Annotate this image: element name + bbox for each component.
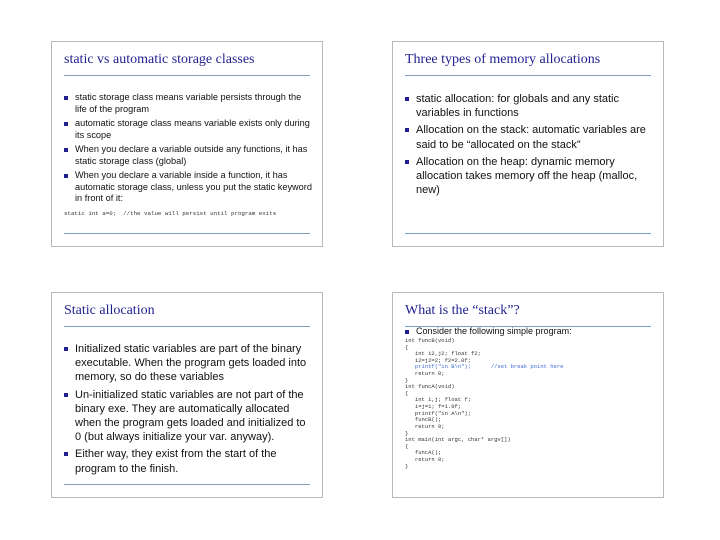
bullet-square-icon xyxy=(405,330,409,334)
bullet-item: automatic storage class means variable exists only during its scope xyxy=(64,118,312,141)
bullet-item: Initialized static variables are part of the binary executable. When the program gets loaded into memory, so do these variables xyxy=(64,342,312,385)
bullet-item: static storage class means variable persists through the life of the program xyxy=(64,92,312,115)
bullet-list xyxy=(64,342,312,479)
code-line: int funcB(void) xyxy=(405,337,455,344)
code-line: return 0; xyxy=(405,370,445,378)
bullet-square-icon xyxy=(64,347,68,351)
bullet-list xyxy=(405,326,653,337)
bullet-square-icon xyxy=(64,452,68,456)
code-line: { xyxy=(405,442,409,450)
code-line: } xyxy=(405,429,409,437)
code-line: int main(int argc, char* argv[]) xyxy=(405,436,511,444)
slide-memory-allocations xyxy=(392,41,664,247)
bullet-square-icon xyxy=(64,174,68,178)
code-comment: //set break point here xyxy=(490,363,564,371)
code-line: int i,j; float f; xyxy=(405,396,472,404)
bullet-item: When you declare a variable outside any functions, it has static storage class (global) xyxy=(64,144,312,167)
bullet-square-icon xyxy=(64,148,68,152)
code-line: { xyxy=(405,343,409,351)
code-line: int funcA(void) xyxy=(405,383,455,391)
slide-title: What is the “stack”? xyxy=(405,303,520,318)
code-example: static int a=0; //the value will persist until program exits xyxy=(64,210,277,217)
code-line: funcB(); xyxy=(405,416,442,424)
footer-divider xyxy=(405,233,651,234)
bullet-item: Un-initialized static variables are not part of the binary exe. They are automatically allocated when the program gets loaded and initialized to 0 (but always initialize your var. anyway). xyxy=(64,388,312,445)
bullet-item: When you declare a variable inside a function, it has automatic storage class, unless you put the static keyword in front of it: xyxy=(64,170,312,205)
bullet-square-icon xyxy=(64,393,68,397)
bullet-square-icon xyxy=(405,160,409,164)
bullet-item: Allocation on the heap: dynamic memory allocation takes memory off the heap (malloc, new) xyxy=(405,155,653,198)
code-line: funcA(); xyxy=(405,449,442,457)
bullet-list xyxy=(405,92,653,200)
bullet-item: Consider the following simple program: xyxy=(405,326,653,337)
bullet-item: static allocation: for globals and any static variables in functions xyxy=(405,92,653,120)
bullet-square-icon xyxy=(64,122,68,126)
code-line: return 0; xyxy=(405,455,445,463)
code-line: return 0; xyxy=(405,422,445,430)
footer-divider xyxy=(64,233,310,234)
bullet-item: Either way, they exist from the start of the program to the finish. xyxy=(64,447,312,475)
slide-what-is-stack xyxy=(392,292,664,498)
title-divider xyxy=(64,326,310,327)
code-line: } xyxy=(405,376,409,384)
code-line: i=j=1; f=1.0f; xyxy=(405,403,462,411)
slide-title: static vs automatic storage classes xyxy=(64,52,255,67)
title-divider xyxy=(405,75,651,76)
footer-divider xyxy=(64,484,310,485)
slide-title: Static allocation xyxy=(64,303,155,318)
code-line: } xyxy=(405,462,409,470)
code-line: printf("in A\n"); xyxy=(405,409,472,417)
slide-title: Three types of memory allocations xyxy=(405,52,601,67)
code-line-breakpoint: printf("in B\n"); //set break point here xyxy=(405,363,564,371)
slide-static-vs-automatic xyxy=(51,41,323,247)
code-line: i2=j2=2; f2=2.0f; xyxy=(405,356,472,364)
bullet-square-icon xyxy=(64,96,68,100)
bullet-item: Allocation on the stack: automatic variables are said to be “allocated on the stack” xyxy=(405,123,653,151)
bullet-list xyxy=(64,92,312,208)
bullet-square-icon xyxy=(405,97,409,101)
code-line: { xyxy=(405,389,409,397)
slide-static-allocation xyxy=(51,292,323,498)
code-listing xyxy=(405,338,563,470)
bullet-square-icon xyxy=(405,128,409,132)
title-divider xyxy=(64,75,310,76)
code-line: int i2,j2; float f2; xyxy=(405,350,481,358)
